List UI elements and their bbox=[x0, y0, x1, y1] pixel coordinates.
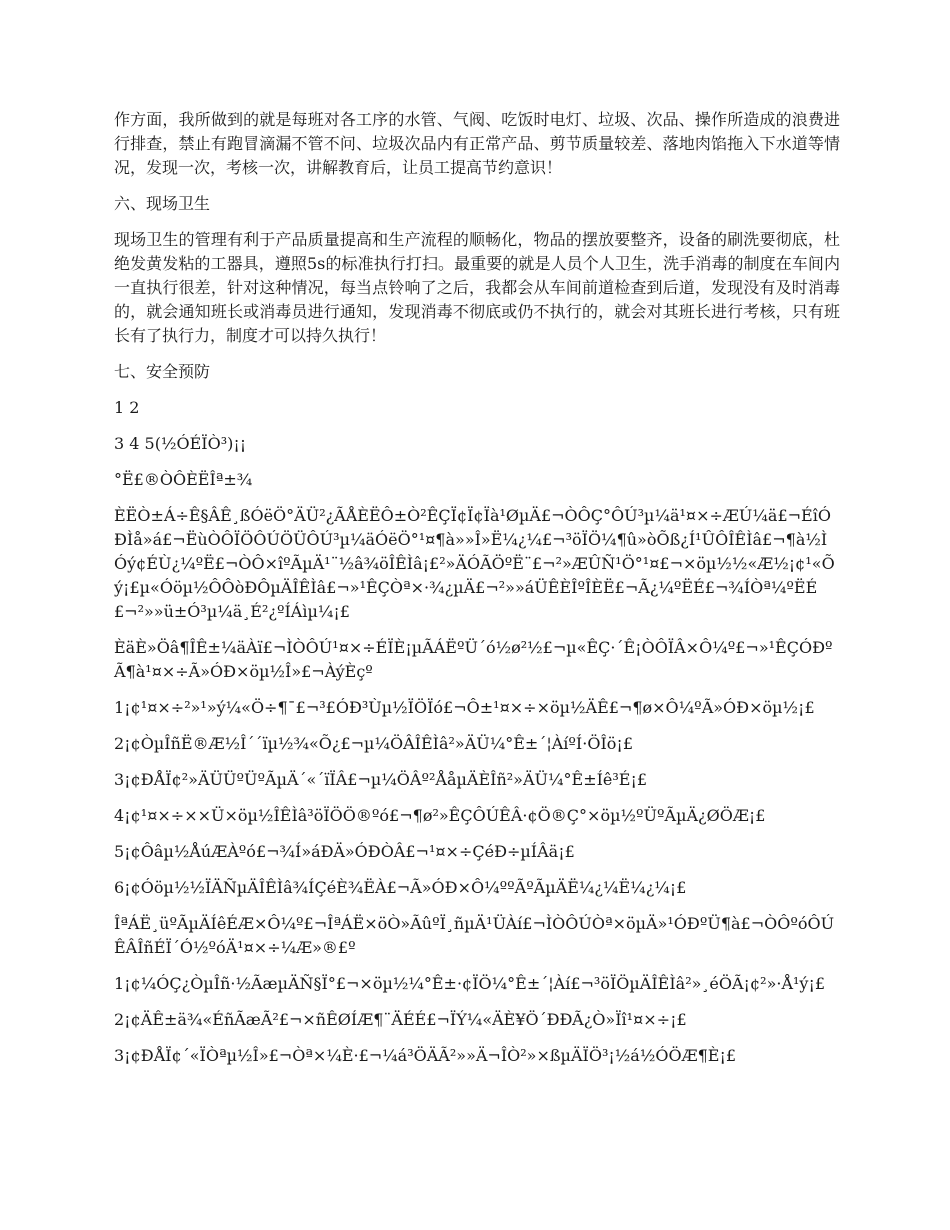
list-item: 3¡¢ÐÅÏ¢´«ÏÒªµ½Î»£¬Òª×¼È·£¬¼á³ÖÄÃ²»»Ä¬ÎÒ²»×ßµÄÏÖ³¡½á½ÓÖÆ¶È¡£ bbox=[114, 1046, 737, 1065]
list-item: 3¡¢ÐÅÏ¢²»ÄÜÜºÜºÃµÄ´«´ïÏÂ£¬µ¼ÖÂº²ÅåµÄÈÎñ²»ÄÜ¼°Ê±Íê³É¡£ bbox=[114, 770, 648, 789]
list-item: 6¡¢Óöµ½½ÏÄÑµÄÎÊÌâ¾ÍÇéÈ¾ËÀ£¬Ã»ÓÐ×Ô¼ººÃºÃµÄË¼¿¼Ë¼¿¼¡£ bbox=[114, 878, 687, 897]
list-item: 2¡¢ÒµÎñË®Æ½Î´´ïµ½¾«Õ¿£¬µ¼ÖÂÎÊÌâ²»ÄÜ¼°Ê±´¦ÀíºÍ·ÖÎö¡£ bbox=[114, 734, 633, 753]
section-heading-safety: 七、安全预防 bbox=[114, 362, 211, 381]
section-heading-hygiene: 六、现场卫生 bbox=[114, 194, 211, 213]
document-page bbox=[114, 108, 840, 1080]
paragraph-line: 1 2 bbox=[114, 398, 140, 417]
paragraph-garbled: ÈäÈ»Öâ¶ÎÊ±¼äÀï£¬ÌÒÔÚ¹¤×÷ÉÏÈ¡µÃÁËºÜ´ó½ø²½£¬µ«ÊÇ·´Ê¡ÒÔÏÂ×Ô¼º£¬»¹ÊÇÓÐºÃ¶à¹¤×÷Ã»ÓÐ×öµ½Î»£¬ÀýÈçº bbox=[114, 638, 833, 681]
paragraph-line: 3 4 5(½ÓÉÏÒ³)¡¡ bbox=[114, 434, 247, 453]
paragraph-hygiene: 现场卫生的管理有利于产品质量提高和生产流程的顺畅化，物品的摆放要整齐，设备的刷洗要彻底，杜绝发黄发粘的工器具，遵照5s的标准执行打扫。最重要的就是人员个人卫生，洗手消毒的制度在车间内一直执行很差，针对这种情况，每当点铃响了之后，我都会从车间前道检查到后道，发现没有及时消毒的，就会通知班长或消毒员进行通知，发现消毒不彻底或仍不执行的，就会对其班长进行考核，只有班长有了执行力，制度才可以持久执行！ bbox=[114, 230, 840, 345]
paragraph-waste-control: 作方面，我所做到的就是每班对各工序的水管、气阀、吃饭时电灯、垃圾、次品、操作所造成的浪费进行排查，禁止有跑冒滴漏不管不问、垃圾次品内有正常产品、剪节质量较差、落地肉馅拖入下水道等情况，发现一次，考核一次，讲解教育后，让员工提高节约意识！ bbox=[114, 110, 840, 177]
list-item: 1¡¢¹¤×÷²»¹»ý¼«Ö÷¶¯£¬³£ÓÐ³Ùµ½ÏÖÏó£¬Ô±¹¤×÷×öµ½ÄÊ£¬¶ø×Ô¼ºÃ»ÓÐ×öµ½¡£ bbox=[114, 698, 815, 717]
paragraph-garbled: ÈËÒ±Á÷Ê§ÂÊ¸ßÓëÖ°ÄÜ²¿ÃÅÈËÔ±Ò²ÊÇÏ¢Ï¢Ïà¹ØµÄ£¬ÒÔÇ°ÔÚ³µ¼ä¹¤×÷ÆÚ¼ä£¬ÉîÓÐÌå»á£¬ËùÒÔÏÖÔÚÖÜÔÚ³µ¼äÓëÖ°¹¤¶à»»Î»Ë¼¿¼£¬³öÏÖ¼¶û»òÕß¿Í¹ÛÔÎÊÌâ£¬¶à½ÌÓý¢ÉÙ¿¼ºË£¬ÒÔ×îºÃµÄ¹¨½â¾öÎÊÌâ¡£²»ÄÓÃÖºË¨£¬²»ÆÛÑ¹Ö°¹¤£¬×öµ½½«Æ½¡¢¹«Õý¡£µ«Óöµ½ÔÔòÐÔµÄÎÊÌâ£¬»¹ÊÇÒª×·¾¿µÄ£¬²»»áÜÊÈÎºÎÈË£¬Ã¿¼ºËÉ£¬¾ÍÒª¼ºËÉ£¬²»»ü±Ó³µ¼ä¸É²¿ºÍÁìµ¼¡£ bbox=[114, 506, 835, 621]
paragraph-line: °Ë£®ÒÔÈËÎª±¾ bbox=[114, 470, 253, 489]
list-item: 1¡¢¼ÓÇ¿ÒµÎñ·½ÃæµÄÑ§Ï°£¬×öµ½¼°Ê±·¢ÏÖ¼°Ê±´¦Àí£¬³öÏÖµÄÎÊÌâ²»¸éÖÃ¡¢²»·Å¹ý¡£ bbox=[114, 974, 826, 993]
list-item: 5¡¢Ôâµ½ÅúÆÀºó£¬¾Í»áÐÄ»ÓÐÒÂ£¬¹¤×÷ÇéÐ÷µÍÂä¡£ bbox=[114, 842, 575, 861]
paragraph-garbled: ÎªÁË¸üºÃµÄÍêÉÆ×Ô¼º£¬ÎªÁË×öÒ»ÃûºÏ¸ñµÄ¹ÜÀí£¬ÌÒÔÚÒª×öµÄ»¹ÓÐºÜ¶à£¬ÒÔºóÔÚÊÂÎñÉÏ´Ó½ºóÄ¹¤×÷¼Æ»®£º bbox=[114, 914, 835, 957]
list-item: 2¡¢ÄÊ±ä¾«ÉñÃæÃ²£¬×ñÊØÍÆ¶¨ÄÉÉ£¬ÏÝ¼«ÄÈ¥Ö´ÐÐÃ¿Ò»Ïî¹¤×÷¡£ bbox=[114, 1010, 687, 1029]
list-item: 4¡¢¹¤×÷××Ü×öµ½ÎÊÌâ³öÏÖÖ®ºó£¬¶ø²»ÊÇÔÚÊÂ·¢Ö®Ç°×öµ½ºÜºÃµÄ¿ØÖÆ¡£ bbox=[114, 806, 766, 825]
